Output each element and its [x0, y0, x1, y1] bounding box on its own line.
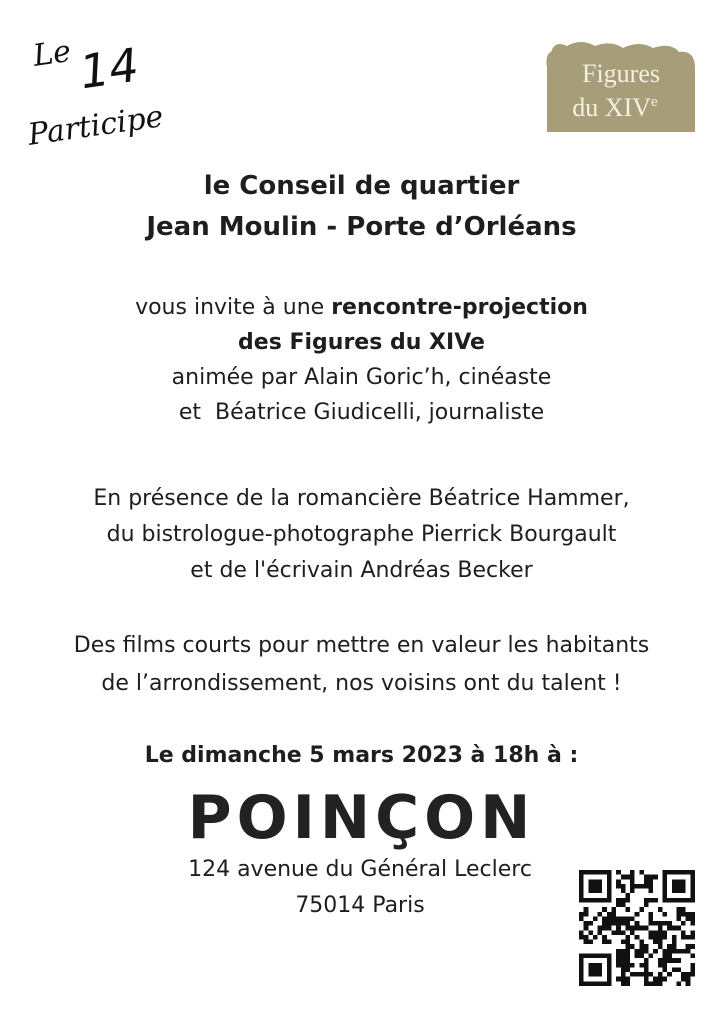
invite-line-2: des Figures du XIVe	[238, 330, 485, 355]
guests-paragraph	[0, 481, 723, 589]
presence-line-1: En présence de la romancière Béatrice Hammer,	[93, 486, 630, 511]
qr-code	[579, 870, 695, 986]
svg-text:Le: Le	[30, 33, 74, 74]
figures-du-xive-logo	[545, 40, 697, 136]
invite-line-3: animée par Alain Goric’h, cinéaste	[171, 365, 552, 390]
invite-line-4: et Béatrice Giudicelli, journaliste	[178, 400, 545, 425]
title-line-2: Jean Moulin - Porte d’Orléans	[146, 212, 577, 242]
venue-address	[100, 852, 620, 924]
le-14-participe-logo	[25, 30, 166, 158]
films-paragraph	[0, 627, 723, 703]
address-line-2: 75014 Paris	[295, 893, 425, 918]
invite-line-1: vous invite à une rencontre-projection	[135, 295, 588, 320]
presence-line-3: et de l'écrivain Andréas Becker	[190, 558, 533, 583]
films-line-2: de l’arrondissement, nos voisins ont du talent !	[101, 671, 622, 696]
title-line-1: le Conseil de quartier	[203, 171, 520, 201]
invitation-paragraph	[0, 290, 723, 430]
page-title	[0, 166, 723, 248]
svg-text:Figures: Figures	[582, 59, 660, 88]
event-date: Le dimanche 5 mars 2023 à 18h à :	[144, 743, 579, 768]
venue-logo: POINÇON	[187, 783, 536, 853]
films-line-1: Des films courts pour mettre en valeur les habitants	[73, 633, 650, 658]
svg-text:14: 14	[76, 37, 142, 100]
svg-text:Participe: Participe	[25, 99, 166, 153]
address-line-1: 124 avenue du Général Leclerc	[188, 857, 532, 882]
presence-line-2: du bistrologue-photographe Pierrick Bourgault	[106, 522, 617, 547]
svg-text:du XIVe: du XIVe	[572, 93, 658, 122]
